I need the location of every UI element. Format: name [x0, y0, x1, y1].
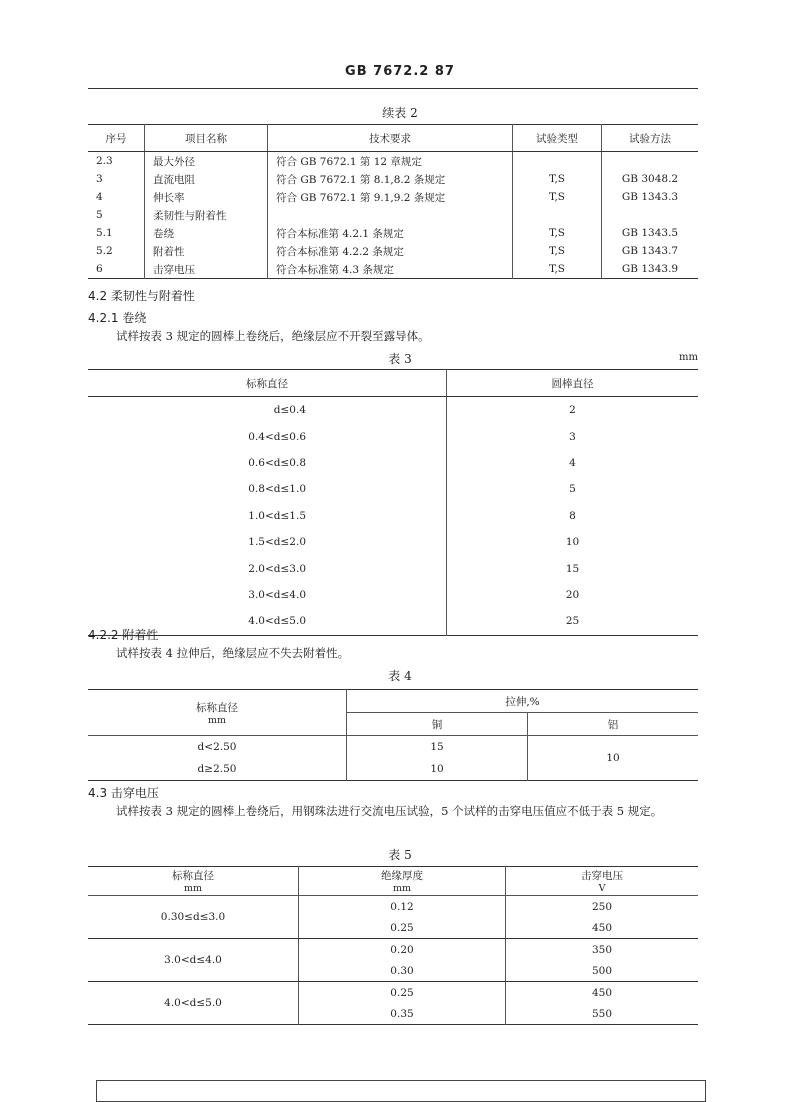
- footer-frame: [96, 1080, 706, 1102]
- table2-cell: 5.1: [96, 227, 113, 239]
- table2-cell: 柔韧性与附着性: [145, 206, 268, 224]
- section-4-3-text: 试样按表 3 规定的圆棒上卷绕后，用钢珠法进行交流电压试验，5 个试样的击穿电压值应不低于表 5 规定。: [116, 804, 663, 818]
- table4-caption: 表 4: [388, 669, 412, 683]
- table2-cell: 符合本标准第 4.2.1 条规定: [268, 224, 513, 242]
- table3-header-diameter: 标称直径: [88, 370, 447, 397]
- table5-cell: 350: [506, 939, 699, 961]
- table3-cell: 25: [565, 615, 580, 628]
- table2-cell: 5: [96, 209, 103, 221]
- table3-cell: d≤0.4: [88, 397, 447, 424]
- table-row: [88, 152, 698, 171]
- section-4-2-title: 4.2 柔韧性与附着性: [88, 289, 195, 303]
- table5-header-voltage-label: 击穿电压: [581, 870, 623, 882]
- section-4-2-2-title: 4.2.2 附着性: [88, 628, 159, 642]
- table-3: [88, 369, 698, 636]
- table5-cell: 250: [506, 896, 699, 918]
- table3-cell: 15: [565, 562, 580, 575]
- table5-cell: 500: [506, 960, 699, 982]
- table2-cell: 2.3: [96, 155, 113, 167]
- standard-number-header: GB 7672.2 87: [345, 64, 455, 79]
- table2-cell: 最大外径: [145, 152, 268, 171]
- table5-header-diameter: [88, 867, 299, 896]
- header-rule: [88, 88, 698, 89]
- table3-cell: 0.8<d≤1.0: [88, 476, 447, 502]
- table-row: [88, 896, 698, 918]
- table2-cell: 符合 GB 7672.1 第 8.1,8.2 条规定: [268, 170, 513, 188]
- table5-cell: 450: [506, 917, 699, 939]
- table-row: [88, 608, 698, 635]
- table2-cell: 3: [96, 173, 103, 185]
- table2-cell: [268, 206, 513, 224]
- table-row: [88, 582, 698, 608]
- table2-cell: GB 3048.2: [602, 170, 699, 188]
- table-row: [88, 242, 698, 260]
- table2-cell: T,S: [513, 188, 602, 206]
- table5-header-thickness-label: 绝缘厚度: [381, 870, 423, 882]
- table2-cell: 5.2: [96, 245, 113, 257]
- table2-cell: T,S: [513, 260, 602, 279]
- table2-caption: 续表 2: [382, 106, 418, 120]
- table4-cell-aluminum: 10: [528, 736, 699, 781]
- table5-header-voltage-unit: V: [598, 883, 606, 894]
- table2-cell: 符合本标准第 4.3 条规定: [268, 260, 513, 279]
- table3-cell: 2: [569, 404, 576, 417]
- table4-cell: 10: [347, 758, 528, 781]
- table2-cell: T,S: [513, 224, 602, 242]
- table-4: [88, 689, 698, 781]
- table2-header-requirement: 技术要求: [268, 125, 513, 152]
- table-row: [88, 206, 698, 224]
- table-row: [88, 982, 698, 1004]
- table2-cell: GB 1343.5: [602, 224, 699, 242]
- table-5: [88, 866, 698, 1025]
- table2-cell: 附着性: [145, 242, 268, 260]
- table3-cell: 20: [565, 588, 580, 601]
- table5-cell-diameter: 4.0<d≤5.0: [88, 982, 299, 1025]
- table2-cell: [602, 152, 699, 171]
- table2-cell: 击穿电压: [145, 260, 268, 279]
- table3-cell: 4: [569, 456, 576, 469]
- table5-cell-diameter: 0.30≤d≤3.0: [88, 896, 299, 939]
- table2-cell: [513, 206, 602, 224]
- table-row: [88, 397, 698, 424]
- table-row: [88, 939, 698, 961]
- table4-header-aluminum: 铝: [528, 713, 699, 736]
- table3-cell: 5: [569, 483, 576, 496]
- table5-cell: 0.35: [299, 1003, 506, 1025]
- table-row: [88, 450, 698, 476]
- table3-header-rod-diameter: 圆棒直径: [447, 370, 699, 397]
- table2-cell: [602, 206, 699, 224]
- table5-cell: 0.12: [299, 896, 506, 918]
- table4-header-elongation: 拉伸,%: [347, 690, 699, 713]
- table2-header-item: 项目名称: [145, 125, 268, 152]
- table4-header-copper: 铜: [347, 713, 528, 736]
- table5-cell-diameter: 3.0<d≤4.0: [88, 939, 299, 982]
- table-row: [88, 476, 698, 502]
- table2-header-test-type: 试验类型: [513, 125, 602, 152]
- table-row: [88, 224, 698, 242]
- table2-cell: 符合本标准第 4.2.2 条规定: [268, 242, 513, 260]
- table2-cell: [513, 152, 602, 171]
- table-row: [88, 555, 698, 581]
- section-4-2-2-text: 试样按表 4 拉伸后，绝缘层应不失去附着性。: [116, 646, 350, 660]
- table-row: [88, 188, 698, 206]
- table3-cell: 4.0<d≤5.0: [88, 608, 447, 635]
- table5-cell: 550: [506, 1003, 699, 1025]
- table2-header-no: 序号: [88, 125, 145, 152]
- table5-header-thickness-unit: mm: [392, 883, 412, 894]
- table2-cell: GB 1343.9: [602, 260, 699, 279]
- table5-header-voltage: [506, 867, 699, 896]
- table3-cell: 0.6<d≤0.8: [88, 450, 447, 476]
- table2-cell: 伸长率: [145, 188, 268, 206]
- table4-cell: d≥2.50: [88, 758, 347, 781]
- section-4-3-title: 4.3 击穿电压: [88, 786, 159, 800]
- table2-header-test-method: 试验方法: [602, 125, 699, 152]
- table3-cell: 8: [569, 509, 576, 522]
- table3-cell: 1.5<d≤2.0: [88, 529, 447, 555]
- table3-caption: 表 3: [388, 352, 412, 366]
- table3-cell: 0.4<d≤0.6: [88, 423, 447, 449]
- table2-cell: T,S: [513, 170, 602, 188]
- table2-cell: GB 1343.3: [602, 188, 699, 206]
- table2-cell: 直流电阻: [145, 170, 268, 188]
- table3-unit: mm: [679, 352, 698, 363]
- table-row: [88, 529, 698, 555]
- table2-cell: 4: [96, 191, 103, 203]
- table2-cell: T,S: [513, 242, 602, 260]
- table5-header-diameter-label: 标称直径: [172, 870, 214, 882]
- table5-cell: 0.30: [299, 960, 506, 982]
- section-4-2-1-text: 试样按表 3 规定的圆棒上卷绕后，绝缘层应不开裂至露导体。: [116, 329, 430, 343]
- table2-cell: 符合 GB 7672.1 第 12 章规定: [268, 152, 513, 171]
- table4-header-diameter-unit: mm: [207, 714, 227, 726]
- table-2: [88, 124, 698, 279]
- table-row: [88, 503, 698, 529]
- table2-cell: 6: [96, 263, 103, 275]
- table2-cell: GB 1343.7: [602, 242, 699, 260]
- table4-header-diameter: [88, 690, 347, 736]
- table5-cell: 0.25: [299, 982, 506, 1004]
- table-row: [88, 736, 698, 759]
- table2-cell: 卷绕: [145, 224, 268, 242]
- table5-header-diameter-unit: mm: [183, 883, 203, 894]
- table3-cell: 3.0<d≤4.0: [88, 582, 447, 608]
- table3-cell: 2.0<d≤3.0: [88, 555, 447, 581]
- table2-cell: 符合 GB 7672.1 第 9.1,9.2 条规定: [268, 188, 513, 206]
- table3-cell: 3: [569, 430, 576, 443]
- section-4-2-1-title: 4.2.1 卷绕: [88, 311, 147, 325]
- table5-cell: 0.20: [299, 939, 506, 961]
- table-row: [88, 260, 698, 279]
- table4-cell: 15: [347, 736, 528, 759]
- table3-cell: 1.0<d≤1.5: [88, 503, 447, 529]
- table5-cell: 0.25: [299, 917, 506, 939]
- table5-caption: 表 5: [388, 848, 412, 862]
- table5-header-thickness: [299, 867, 506, 896]
- table4-cell: d<2.50: [88, 736, 347, 759]
- table-row: [88, 423, 698, 449]
- table5-cell: 450: [506, 982, 699, 1004]
- table-row: [88, 170, 698, 188]
- table3-cell: 10: [565, 536, 580, 549]
- table4-header-diameter-label: 标称直径: [196, 701, 238, 714]
